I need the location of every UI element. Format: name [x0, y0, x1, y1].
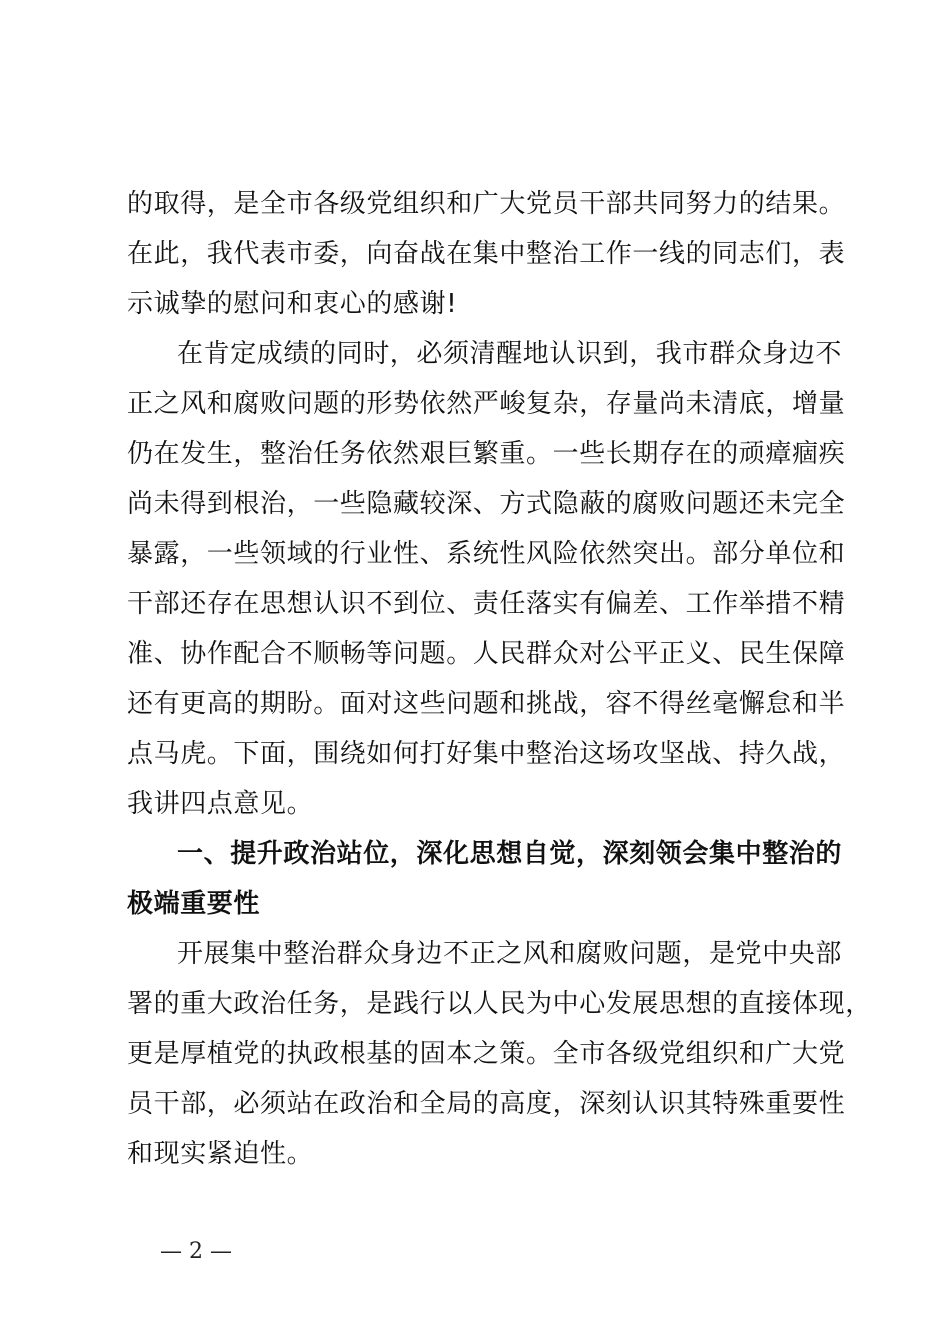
body-text-line: 正之风和腐败问题的形势依然严峻复杂，存量尚未清底，增量 [127, 389, 846, 419]
body-text-line: 还有更高的期盼。面对这些问题和挑战，容不得丝毫懈怠和半 [127, 689, 846, 719]
body-text-line: 准、协作配合不顺畅等问题。人民群众对公平正义、民生保障 [127, 639, 846, 669]
body-text-line: 的取得，是全市各级党组织和广大党员干部共同努力的结果。 [127, 189, 846, 219]
body-text-line: 署的重大政治任务，是践行以人民为中心发展思想的直接体现， [127, 989, 872, 1019]
section-heading-line: 极端重要性 [127, 889, 261, 919]
body-text-line: 我讲四点意见。 [127, 789, 314, 819]
body-text-line: 暴露，一些领域的行业性、系统性风险依然突出。部分单位和 [127, 539, 846, 569]
body-text-line: 干部还存在思想认识不到位、责任落实有偏差、工作举措不精 [127, 589, 846, 619]
section-heading-line: 一、提升政治站位，深化思想自觉，深刻领会集中整治的 [177, 839, 843, 869]
paragraph-first-line: 在肯定成绩的同时，必须清醒地认识到，我市群众身边不 [177, 339, 843, 369]
body-text-line: 更是厚植党的执政根基的固本之策。全市各级党组织和广大党 [127, 1039, 846, 1069]
body-text-line: 点马虎。下面，围绕如何打好集中整治这场攻坚战、持久战， [127, 739, 846, 769]
body-text-line: 员干部，必须站在政治和全局的高度，深刻认识其特殊重要性 [127, 1089, 846, 1119]
body-text-line: 示诚挚的慰问和衷心的感谢! [127, 289, 458, 319]
body-text-line: 尚未得到根治，一些隐藏较深、方式隐蔽的腐败问题还未完全 [127, 489, 846, 519]
paragraph-first-line: 开展集中整治群众身边不正之风和腐败问题，是党中央部 [177, 939, 843, 969]
body-text-line: 和现实紧迫性。 [127, 1139, 314, 1169]
body-text-line: 在此，我代表市委，向奋战在集中整治工作一线的同志们，表 [127, 239, 846, 269]
page-number: — 2 — [160, 1239, 232, 1264]
body-text-line: 仍在发生，整治任务依然艰巨繁重。一些长期存在的顽瘴痼疾 [127, 439, 846, 469]
